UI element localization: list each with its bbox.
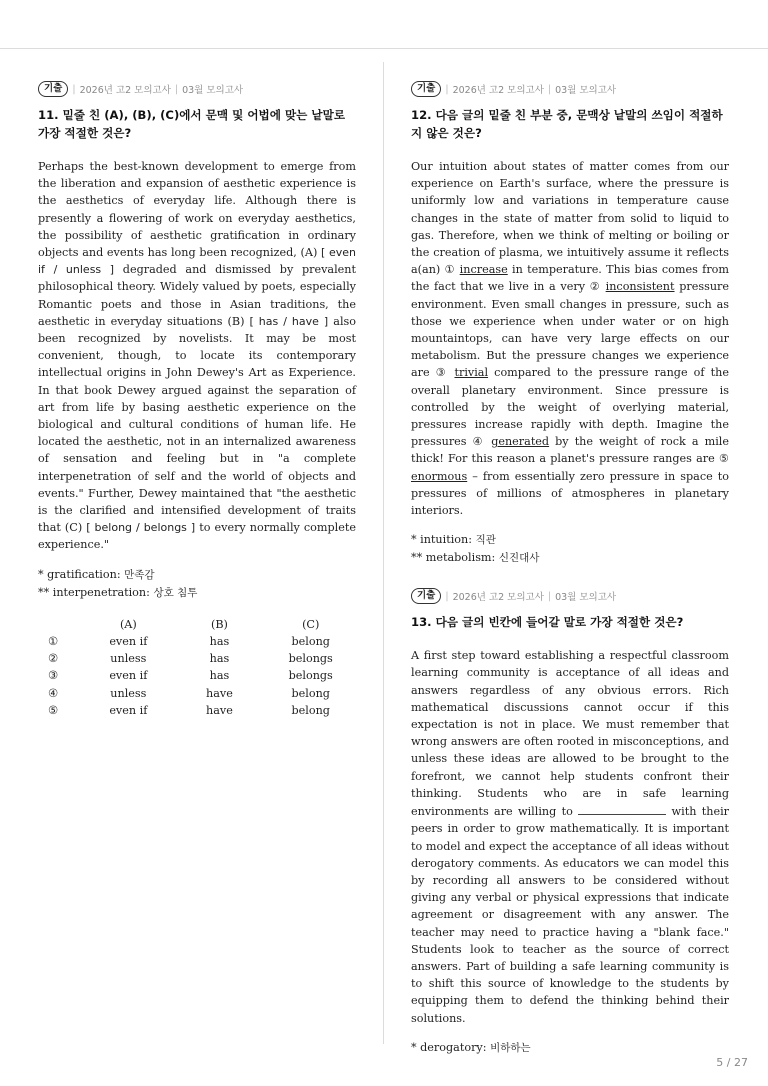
tag-separator: | xyxy=(445,83,449,95)
footnotes xyxy=(411,1039,729,1057)
footnote-meaning: 신진대사 xyxy=(498,552,540,565)
source-month: 03월 모의고사 xyxy=(182,85,244,96)
passage-text: pressure environment. Even small changes in pressure, such as those we experience when under water or on high mountaintops, can have very large effects on our metabolism. But the pressure changes we experience are xyxy=(411,280,730,380)
column-divider xyxy=(383,62,384,1044)
header-b: (B) xyxy=(210,617,228,631)
underline-marker: ① xyxy=(444,263,456,277)
choice-row[interactable] xyxy=(38,633,356,650)
choice-number: ① xyxy=(48,634,59,648)
passage-text: by the weight of rock a mile thick! For this reason a planet's pressure ranges are xyxy=(411,435,729,466)
choice-b: have xyxy=(206,686,233,700)
question-title: 13. 다음 글의 빈칸에 들어갈 말로 가장 적절한 것은? xyxy=(411,615,684,630)
footnote xyxy=(411,1039,729,1057)
passage-text: compared to the pressure range of the overall planetary environment. Since pressure is controlled by the weight of overlying material, pressures increase rapidly with depth. Imagine the pressures xyxy=(411,366,729,449)
underlined-word: trivial xyxy=(454,366,489,380)
bracket-option-b: [ has / have ] xyxy=(249,314,329,328)
source-year: 2026년 고2 모의고사 xyxy=(452,85,544,96)
tag-separator: | xyxy=(174,83,179,95)
underlined-word: generated xyxy=(491,435,550,449)
choice-a: even if xyxy=(109,703,148,717)
choice-b: has xyxy=(209,652,230,666)
passage-text: also been recognized by novelists. It may be most convenient, though, to locate its contemporary intellectual origins in John Dewey's Art as Experience. In that book Dewey argued against the separation of art from life by basing aesthetic experience on the biological and cultural conditions of human life. He located the aesthetic, not in an internalized awareness of sensation and feeling but in "a complete interpenetration of self and the world of objects and events." Further, Dewey maintained that "the aesthetic is the clarified and intensified development of traits that (C) xyxy=(38,314,356,535)
underline-marker: ③ xyxy=(435,366,449,380)
right-column xyxy=(411,80,729,1057)
footnote-term: ** metabolism: xyxy=(411,551,499,565)
passage-text: with their peers in order to grow mathematically. It is important to model and expect the acceptance of all ideas without derogatory comments. As educators we can model this by recording all answers to be considered without giving any verbal or physical expressions that indicate agreement or disagreement with any answer. The teacher may need to practice having a "blank face." Students look to teacher as the source of correct answers. Part of building a safe learning community is to shift this source of knowledge to the students by equipping them to defend the thinking behind their solutions. xyxy=(411,805,729,1025)
page-number: 5 / 27 xyxy=(716,1056,748,1069)
source-tag xyxy=(411,80,729,98)
choice-b: has xyxy=(209,669,230,683)
passage xyxy=(411,647,729,1026)
footnote xyxy=(38,584,356,602)
exam-badge: 기출 xyxy=(411,588,441,604)
choice-row[interactable] xyxy=(38,650,356,667)
footnote-term: * derogatory: xyxy=(411,1040,491,1054)
footnote xyxy=(411,549,729,567)
passage-text: Perhaps the best-known development to emerge from the liberation and expansion of aesthetic experience is the aesthetics of everyday life. Although there is presently a flowering of work on everyday aesthetics, the possibility of aesthetic gratification in ordinary objects and events has long been recognized, (A) xyxy=(38,160,356,260)
bracket-option-a: [ even if / unless ] xyxy=(38,246,357,277)
exam-badge: 기출 xyxy=(411,81,441,97)
header-c: (C) xyxy=(302,617,320,631)
tag-separator: | xyxy=(547,590,552,602)
underline-marker: ② xyxy=(589,280,601,294)
answer-choices-table xyxy=(38,616,356,719)
passage-text: degraded and dismissed by prevalent philosophical theory. Widely valued by poets, especially Romantic poets and those in Asian traditions, the aesthetic in everyday situations (B) xyxy=(38,263,356,328)
source-month: 03월 모의고사 xyxy=(555,592,617,604)
source-month: 03월 모의고사 xyxy=(555,85,617,96)
question-13 xyxy=(411,587,729,1056)
choice-number: ⑤ xyxy=(48,703,59,717)
footnote xyxy=(411,531,729,549)
choice-c: belongs xyxy=(288,669,333,683)
footnote-meaning: 상호 침투 xyxy=(153,586,198,599)
choice-number: ② xyxy=(48,652,59,666)
choice-c: belong xyxy=(291,703,330,717)
choice-b: have xyxy=(206,703,233,717)
underline-marker: ⑤ xyxy=(718,452,729,466)
passage xyxy=(411,158,729,519)
source-year: 2026년 고2 모의고사 xyxy=(79,85,171,96)
question-title: 12. 다음 글의 밑줄 친 부분 중, 문맥상 낱말의 쓰임이 적절하지 않은 것은? xyxy=(411,108,723,140)
passage-text: to every normally complete experience." xyxy=(38,521,356,552)
choice-a: unless xyxy=(110,686,147,700)
footnote-term: ** interpenetration: xyxy=(38,585,154,599)
passage-text: – from essentially zero pressure in space to pressures of millions of atmospheres in planetary interiors. xyxy=(411,469,729,518)
source-year: 2026년 고2 모의고사 xyxy=(452,592,544,604)
choice-row[interactable] xyxy=(38,702,356,719)
choice-row[interactable] xyxy=(38,667,356,684)
choice-c: belongs xyxy=(288,652,333,666)
tag-separator: | xyxy=(72,83,76,95)
passage-text: Our intuition about states of matter comes from our experience on Earth's surface, where the pressure is uniformly low and variations in temperature cause changes in the state of matter from solid to liquid to gas. Therefore, when we think of melting or boiling or the creation of plasma, we intuitively assume it reflects a(an) xyxy=(411,160,729,277)
choice-number: ③ xyxy=(48,669,59,683)
choice-a: unless xyxy=(110,652,147,666)
footnote xyxy=(38,566,356,584)
choice-b: has xyxy=(209,634,230,648)
footnotes xyxy=(411,531,729,567)
question-title: 11. 밑줄 친 (A), (B), (C)에서 문맥 및 어법에 맞는 낱말로 가장 적절한 것은? xyxy=(38,108,346,140)
source-tag xyxy=(38,80,356,98)
footnote-meaning: 직관 xyxy=(475,534,496,547)
footnote-term: * gratification: xyxy=(38,567,125,581)
answer-blank xyxy=(578,802,666,815)
source-tag xyxy=(411,587,729,605)
underline-marker: ④ xyxy=(472,435,486,449)
passage-text: in temperature. This bias comes from the fact that we live in a very xyxy=(411,263,730,294)
header-a: (A) xyxy=(119,617,137,631)
choice-number: ④ xyxy=(48,686,59,700)
choice-row[interactable] xyxy=(38,684,356,701)
bracket-option-c: [ belong / belongs ] xyxy=(86,521,196,535)
footnote-term: * intuition: xyxy=(411,533,476,547)
footnotes xyxy=(38,566,356,602)
header-rule xyxy=(0,48,768,49)
underlined-word: enormous xyxy=(411,469,468,483)
question-12 xyxy=(411,80,729,567)
choice-c: belong xyxy=(291,686,330,700)
choices-header xyxy=(38,616,356,633)
underlined-word: increase xyxy=(459,263,508,277)
tag-separator: | xyxy=(547,83,552,95)
passage-text: A first step toward establishing a respectful classroom learning community is acceptance of all ideas and answers regardless of any obvious errors. Rich mathematical discussions cannot occur if this expectation is not in place. We must remember that wrong answers are often rooted in misconceptions, and unless these ideas are allowed to be brought to the forefront, we cannot help students confront their thinking. Students who are in safe learning environments are willing to xyxy=(411,649,729,819)
underlined-word: inconsistent xyxy=(605,280,675,294)
exam-badge: 기출 xyxy=(38,81,68,97)
footnote-meaning: 비하하는 xyxy=(490,1041,531,1054)
tag-separator: | xyxy=(445,590,449,602)
choice-c: belong xyxy=(291,634,330,648)
choice-a: even if xyxy=(109,669,148,683)
choice-a: even if xyxy=(109,634,148,648)
question-11 xyxy=(38,80,356,719)
passage xyxy=(38,158,356,554)
footnote-meaning: 만족감 xyxy=(124,568,155,581)
